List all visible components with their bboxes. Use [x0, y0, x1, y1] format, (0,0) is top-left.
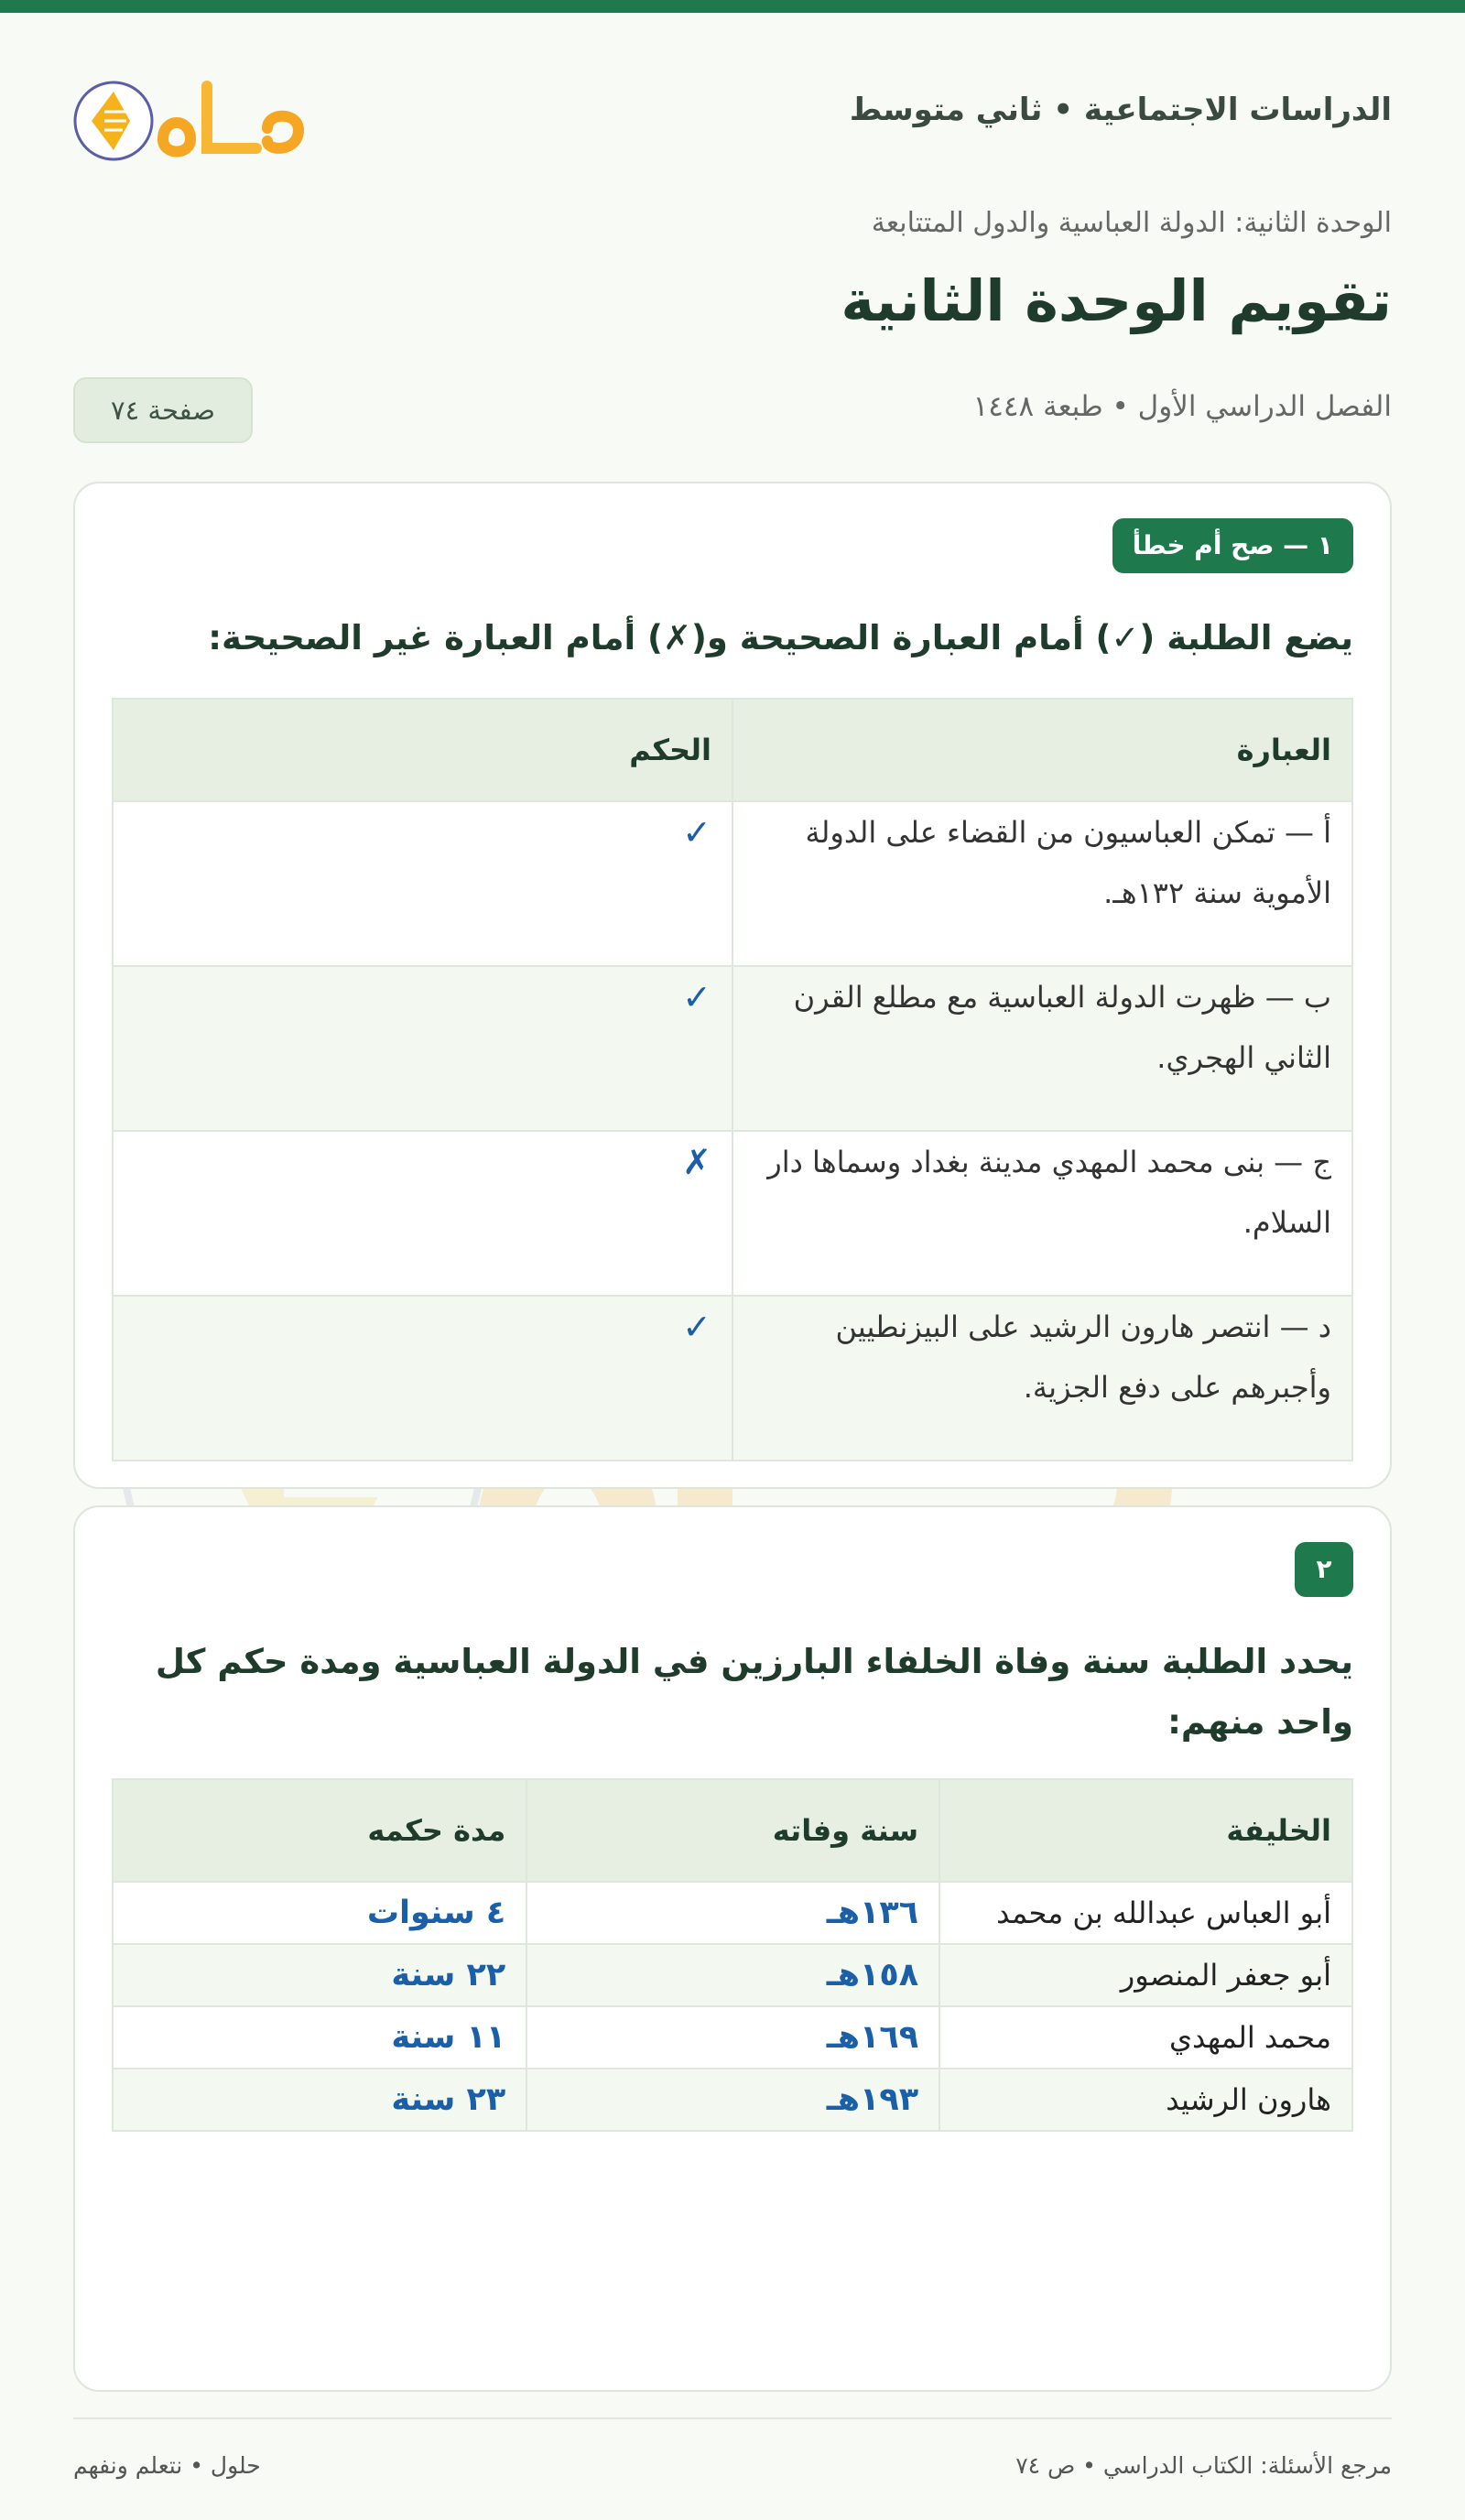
table-row [113, 2006, 1352, 2069]
caliph-name: محمد المهدي [939, 2006, 1352, 2069]
question-2-text: يحدد الطلبة سنة وفاة الخلفاء البارزين في الدولة العباسية ومدة حكم كل واحد منهم: [155, 1642, 1353, 1742]
column-header-caliph: الخليفة [939, 1779, 1352, 1882]
statement-c: ج — بنى محمد المهدي مدينة بغداد وسماها دار السلام. [732, 1131, 1352, 1296]
column-header-reign: مدة حكمه [113, 1779, 526, 1882]
footer-reference: مرجع الأسئلة: الكتاب الدراسي • ص ٧٤ [1015, 2452, 1392, 2479]
verdict-b-check-icon: ✓ [113, 966, 732, 1131]
true-false-table [112, 698, 1353, 1461]
reign-duration: ٢٢ سنة [113, 1944, 526, 2006]
hulul-logo[interactable] [73, 64, 330, 174]
table-row [113, 1882, 1352, 1944]
column-header-statement: العبارة [732, 699, 1352, 801]
caliph-name: أبو العباس عبدالله بن محمد [939, 1882, 1352, 1944]
caliph-name: هارون الرشيد [939, 2069, 1352, 2131]
caliphs-table [112, 1778, 1353, 2132]
reign-duration: ١١ سنة [113, 2006, 526, 2069]
verdict-a-check-icon: ✓ [113, 801, 732, 966]
page-title: تقويم الوحدة الثانية [841, 267, 1392, 334]
table-row [113, 1296, 1352, 1461]
table-row [113, 1131, 1352, 1296]
question-1-badge: ١ — صح أم خطأ [1112, 518, 1353, 573]
table-row [113, 2069, 1352, 2131]
verdict-c-cross-icon: ✗ [113, 1131, 732, 1296]
death-year: ١٦٩هـ [526, 2006, 939, 2069]
table-row [113, 1944, 1352, 2006]
statement-a: أ — تمكن العباسيون من القضاء على الدولة الأموية سنة ١٣٢هـ. [732, 801, 1352, 966]
statement-b: ب — ظهرت الدولة العباسية مع مطلع القرن الثاني الهجري. [732, 966, 1352, 1131]
top-accent-bar [0, 0, 1465, 13]
question-1-card [73, 482, 1392, 1489]
column-header-verdict: الحكم [113, 699, 732, 801]
page-header [73, 13, 1392, 214]
unit-subtitle: الوحدة الثانية: الدولة العباسية والدول المتتابعة [871, 207, 1392, 239]
reign-duration: ٤ سنوات [113, 1882, 526, 1944]
semester-edition: الفصل الدراسي الأول • طبعة ١٤٤٨ [972, 390, 1392, 423]
table-row [113, 801, 1352, 966]
death-year: ١٣٦هـ [526, 1882, 939, 1944]
footer-brand: حلول • نتعلم ونفهم [73, 2452, 261, 2479]
death-year: ١٥٨هـ [526, 1944, 939, 2006]
subject-title: الدراسات الاجتماعية • ثاني متوسط [849, 92, 1392, 128]
page-number-badge: صفحة ٧٤ [73, 377, 253, 443]
verdict-d-check-icon: ✓ [113, 1296, 732, 1461]
table-row [113, 966, 1352, 1131]
caliph-name: أبو جعفر المنصور [939, 1944, 1352, 2006]
statement-d: د — انتصر هارون الرشيد على البيزنطيين وأجبرهم على دفع الجزية. [732, 1296, 1352, 1461]
death-year: ١٩٣هـ [526, 2069, 939, 2131]
page-footer [73, 2417, 1392, 2483]
column-header-death-year: سنة وفاته [526, 1779, 939, 1882]
reign-duration: ٢٣ سنة [113, 2069, 526, 2131]
question-2-card [73, 1505, 1392, 2392]
question-1-text: يضع الطلبة (✓) أمام العبارة الصحيحة و(✗) أمام العبارة غير الصحيحة: [208, 618, 1353, 657]
question-2-badge: ٢ [1295, 1542, 1353, 1597]
